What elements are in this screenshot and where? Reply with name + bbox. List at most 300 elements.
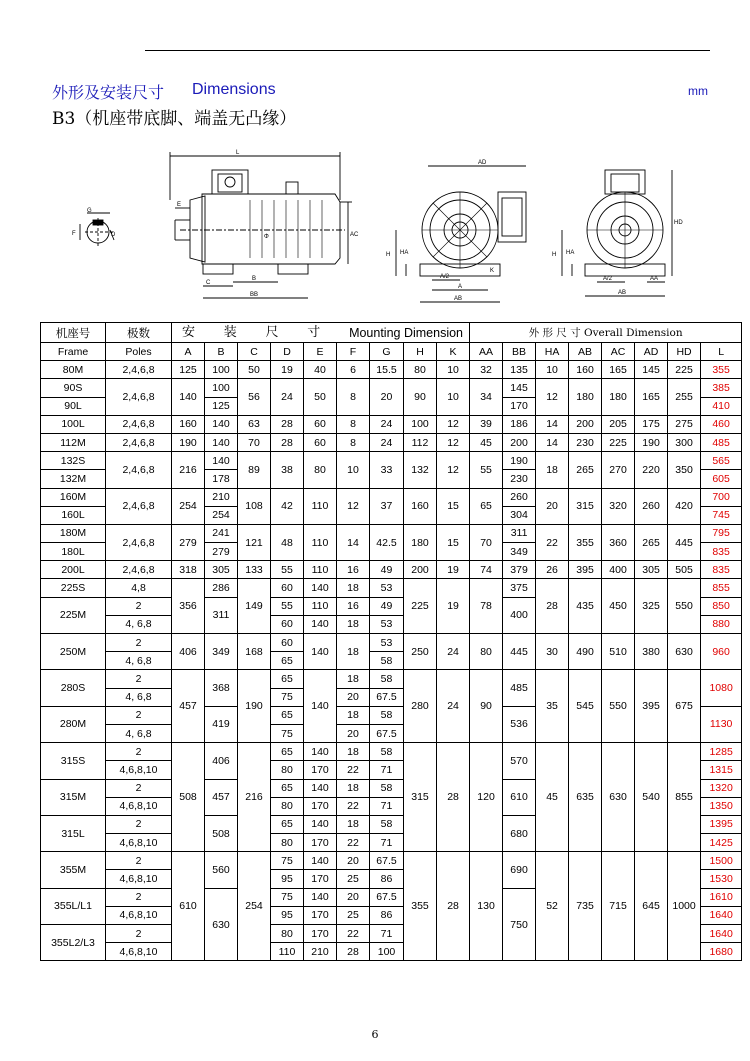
table-cell: 450: [602, 579, 635, 634]
table-cell: 18: [337, 706, 370, 724]
table-cell: 67.5: [370, 888, 404, 906]
table-cell: 275: [668, 415, 701, 433]
col-HD: HD: [668, 343, 701, 361]
table-cell: 210: [205, 488, 238, 506]
table-cell: 140: [304, 634, 337, 670]
table-cell: 140: [205, 433, 238, 451]
table-cell: 180: [404, 524, 437, 560]
table-cell: 24: [271, 379, 304, 415]
table-cell: 67.5: [370, 852, 404, 870]
table-cell: 680: [503, 815, 536, 851]
table-cell: 180: [569, 379, 602, 415]
table-cell: 52: [536, 852, 569, 961]
table-cell: 10: [437, 379, 470, 415]
table-cell: 160: [404, 488, 437, 524]
table-cell: 420: [668, 488, 701, 524]
table-cell: 368: [205, 670, 238, 706]
label-F: F: [72, 231, 76, 237]
table-cell: 89: [238, 452, 271, 488]
table-cell: 1610: [701, 888, 742, 906]
table-cell: 140: [304, 852, 337, 870]
table-cell: 71: [370, 834, 404, 852]
table-cell: 110: [304, 488, 337, 524]
table-cell: 168: [238, 634, 271, 670]
table-cell: 86: [370, 906, 404, 924]
table-cell: 200: [503, 433, 536, 451]
table-cell: 835: [701, 543, 742, 561]
table-cell: 1350: [701, 797, 742, 815]
table-cell: 160: [569, 361, 602, 379]
table-cell: 140: [304, 743, 337, 761]
table-cell: 65: [470, 488, 503, 524]
table-cell: 250M: [41, 634, 106, 670]
table-cell: 90: [470, 670, 503, 743]
table-cell: 56: [238, 379, 271, 415]
table-cell: 675: [668, 670, 701, 743]
table-cell: 80M: [41, 361, 106, 379]
table-cell: 850: [701, 597, 742, 615]
table-cell: 690: [503, 852, 536, 888]
table-cell: 120: [470, 743, 503, 852]
table-cell: 2: [106, 888, 172, 906]
table-cell: 265: [635, 524, 668, 560]
table-cell: 58: [370, 706, 404, 724]
table-cell: 395: [635, 670, 668, 743]
table-cell: 22: [536, 524, 569, 560]
table-cell: 2: [106, 670, 172, 688]
table-cell: 67.5: [370, 724, 404, 742]
table-cell: 80: [271, 925, 304, 943]
table-cell: 2: [106, 597, 172, 615]
table-cell: 125: [172, 361, 205, 379]
table-cell: 70: [238, 433, 271, 451]
table-cell: 315S: [41, 743, 106, 779]
table-cell: 132S: [41, 452, 106, 470]
table-cell: 356: [172, 579, 205, 634]
table-cell: 18: [337, 779, 370, 797]
table-cell: 550: [602, 670, 635, 743]
table-cell: 4,6,8,10: [106, 834, 172, 852]
table-cell: 1080: [701, 670, 742, 706]
table-cell: 1395: [701, 815, 742, 833]
table-cell: 225: [602, 433, 635, 451]
table-cell: 135: [503, 361, 536, 379]
col-F: F: [337, 343, 370, 361]
table-cell: 355L2/L3: [41, 925, 106, 961]
table-cell: 10: [437, 361, 470, 379]
header-frame-zh: 机座号: [41, 323, 106, 343]
table-cell: 50: [238, 361, 271, 379]
table-cell: 8: [337, 379, 370, 415]
table-cell: 286: [205, 579, 238, 597]
table-cell: 55: [271, 561, 304, 579]
col-H: H: [404, 343, 437, 361]
table-cell: 1640: [701, 906, 742, 924]
table-cell: 178: [205, 470, 238, 488]
table-cell: 121: [238, 524, 271, 560]
table-cell: 60: [271, 579, 304, 597]
table-cell: 95: [271, 906, 304, 924]
table-cell: 14: [337, 524, 370, 560]
table-cell: 28: [536, 579, 569, 634]
table-cell: 22: [337, 925, 370, 943]
table-cell: 260: [635, 488, 668, 524]
table-body: [41, 323, 742, 961]
table-cell: 75: [271, 852, 304, 870]
table-cell: 19: [271, 361, 304, 379]
mounting-zh-3: 尺: [265, 324, 279, 340]
table-cell: 20: [536, 488, 569, 524]
table-cell: 58: [370, 815, 404, 833]
table-cell: 160M: [41, 488, 106, 506]
table-cell: 1425: [701, 834, 742, 852]
table-cell: 20: [370, 379, 404, 415]
col-B: B: [205, 343, 238, 361]
table-cell: 75: [271, 724, 304, 742]
table-cell: 49: [370, 561, 404, 579]
table-cell: 65: [271, 652, 304, 670]
table-cell: 355: [404, 852, 437, 961]
table-cell: 100: [370, 943, 404, 961]
table-cell: 2: [106, 815, 172, 833]
table-cell: 80: [271, 761, 304, 779]
table-cell: 510: [602, 634, 635, 670]
table-cell: 4,8: [106, 579, 172, 597]
label-HA-2: HA: [566, 250, 575, 256]
table-cell: 145: [635, 361, 668, 379]
table-cell: 190: [238, 670, 271, 743]
label-H-1: H: [386, 252, 391, 258]
table-cell: 630: [668, 634, 701, 670]
table-cell: 18: [337, 634, 370, 670]
table-cell: 86: [370, 870, 404, 888]
table-cell: 140: [304, 579, 337, 597]
table-cell: 65: [271, 779, 304, 797]
table-cell: 380: [635, 634, 668, 670]
col-D: D: [271, 343, 304, 361]
table-cell: 170: [503, 397, 536, 415]
label-A2-1: A/2: [440, 274, 450, 280]
col-G: G: [370, 343, 404, 361]
label-phi: Φ: [264, 234, 269, 240]
table-cell: 508: [205, 815, 238, 851]
table-cell: 30: [536, 634, 569, 670]
table-cell: 175: [635, 415, 668, 433]
col-E: E: [304, 343, 337, 361]
table-cell: 20: [337, 724, 370, 742]
table-cell: 305: [205, 561, 238, 579]
table-cell: 2: [106, 925, 172, 943]
table-cell: 457: [172, 670, 205, 743]
label-HD: HD: [674, 220, 683, 226]
table-cell: 186: [503, 415, 536, 433]
table-cell: 160L: [41, 506, 106, 524]
table-row: [41, 415, 742, 433]
table-cell: 60: [304, 433, 337, 451]
table-cell: 28: [271, 433, 304, 451]
table-cell: 38: [271, 452, 304, 488]
table-cell: 75: [271, 888, 304, 906]
table-cell: 80: [470, 634, 503, 670]
dimension-drawings: [40, 140, 720, 320]
mounting-zh-2: 装: [223, 324, 237, 340]
header-frame-en: Frame: [41, 343, 106, 361]
table-cell: 18: [337, 815, 370, 833]
table-cell: 485: [503, 670, 536, 706]
table-cell: 12: [437, 415, 470, 433]
table-cell: 25: [337, 870, 370, 888]
table-cell: 545: [569, 670, 602, 743]
table-cell: 140: [304, 888, 337, 906]
table-cell: 165: [635, 379, 668, 415]
table-cell: 55: [470, 452, 503, 488]
table-cell: 112M: [41, 433, 106, 451]
table-cell: 90: [404, 379, 437, 415]
table-cell: 37: [370, 488, 404, 524]
label-HA-1: HA: [400, 250, 409, 256]
table-cell: 750: [503, 888, 536, 961]
table-cell: 58: [370, 743, 404, 761]
table-cell: 490: [569, 634, 602, 670]
table-cell: 570: [503, 743, 536, 779]
table-cell: 200: [569, 415, 602, 433]
table-cell: 406: [205, 743, 238, 779]
table-cell: 355: [701, 361, 742, 379]
table-cell: 65: [271, 743, 304, 761]
label-G: G: [87, 208, 92, 214]
label-B: B: [252, 276, 257, 282]
table-cell: 4,6,8,10: [106, 870, 172, 888]
table-cell: 2,4,6,8: [106, 452, 172, 488]
table-cell: 349: [503, 543, 536, 561]
table-cell: 80: [304, 452, 337, 488]
table-cell: 406: [172, 634, 205, 670]
label-AB-1: AB: [454, 296, 463, 302]
table-cell: 735: [569, 852, 602, 961]
table-cell: 24: [370, 433, 404, 451]
table-cell: 170: [304, 834, 337, 852]
table-cell: 50: [304, 379, 337, 415]
side-view-drawing: [170, 150, 359, 298]
table-cell: 180L: [41, 543, 106, 561]
table-cell: 379: [503, 561, 536, 579]
table-cell: 34: [470, 379, 503, 415]
table-cell: 14: [536, 433, 569, 451]
table-cell: 2: [106, 706, 172, 724]
table-cell: 445: [668, 524, 701, 560]
table-cell: 12: [337, 488, 370, 524]
table-row: [41, 579, 742, 597]
table-row: [41, 433, 742, 451]
table-cell: 110: [304, 524, 337, 560]
mounting-en: Mounting Dimension: [349, 325, 464, 340]
table-cell: 110: [304, 597, 337, 615]
table-row: [41, 743, 742, 761]
table-cell: 60: [271, 634, 304, 652]
table-cell: 130: [470, 852, 503, 961]
table-cell: 80: [404, 361, 437, 379]
label-C: C: [206, 280, 211, 286]
table-cell: 1315: [701, 761, 742, 779]
table-cell: 133: [238, 561, 271, 579]
table-cell: 445: [503, 634, 536, 670]
table-cell: 200L: [41, 561, 106, 579]
table-cell: 200: [404, 561, 437, 579]
table-cell: 485: [701, 433, 742, 451]
table-cell: 80: [271, 797, 304, 815]
table-cell: 24: [437, 670, 470, 743]
table-row: [41, 634, 742, 652]
table-cell: 18: [337, 579, 370, 597]
table-cell: 260: [503, 488, 536, 506]
table-cell: 170: [304, 870, 337, 888]
table-cell: 835: [701, 561, 742, 579]
table-cell: 315: [569, 488, 602, 524]
mounting-zh-1: 安: [182, 324, 196, 340]
table-cell: 315: [404, 743, 437, 852]
table-cell: 395: [569, 561, 602, 579]
table-cell: 45: [470, 433, 503, 451]
header-poles-zh: 极数: [106, 323, 172, 343]
table-cell: 39: [470, 415, 503, 433]
label-AA: AA: [650, 276, 659, 282]
table-cell: 58: [370, 652, 404, 670]
table-cell: 280: [404, 670, 437, 743]
table-cell: 385: [701, 379, 742, 397]
table-cell: 170: [304, 761, 337, 779]
table-cell: 4, 6,8: [106, 615, 172, 633]
table-cell: 630: [205, 888, 238, 961]
table-cell: 26: [536, 561, 569, 579]
table-cell: 460: [701, 415, 742, 433]
table-cell: 2,4,6,8: [106, 561, 172, 579]
table-cell: 435: [569, 579, 602, 634]
table-cell: 75: [271, 688, 304, 706]
table-cell: 60: [304, 415, 337, 433]
table-cell: 53: [370, 615, 404, 633]
table-cell: 170: [304, 906, 337, 924]
table-cell: 65: [271, 670, 304, 688]
table-cell: 25: [337, 906, 370, 924]
table-cell: 254: [238, 852, 271, 961]
table-cell: 67.5: [370, 688, 404, 706]
col-K: K: [437, 343, 470, 361]
table-cell: 225: [404, 579, 437, 634]
header-poles-en: Poles: [106, 343, 172, 361]
table-cell: 225: [668, 361, 701, 379]
table-cell: 132M: [41, 470, 106, 488]
table-cell: 2: [106, 634, 172, 652]
table-row: [41, 524, 742, 542]
table-cell: 645: [635, 852, 668, 961]
table-cell: 279: [172, 524, 205, 560]
label-A-1: A: [458, 284, 463, 290]
table-cell: 18: [337, 615, 370, 633]
table-cell: 28: [437, 852, 470, 961]
table-cell: 1640: [701, 925, 742, 943]
table-cell: 635: [569, 743, 602, 852]
table-row: [41, 561, 742, 579]
table-cell: 140: [205, 415, 238, 433]
table-cell: 140: [304, 815, 337, 833]
table-cell: 4,6,8,10: [106, 761, 172, 779]
table-cell: 265: [569, 452, 602, 488]
table-cell: 610: [172, 852, 205, 961]
table-cell: 170: [304, 925, 337, 943]
table-cell: 855: [701, 579, 742, 597]
table-cell: 20: [337, 688, 370, 706]
table-cell: 70: [470, 524, 503, 560]
table-cell: 311: [205, 597, 238, 633]
unit-label: mm: [688, 84, 708, 98]
table-cell: 10: [536, 361, 569, 379]
table-cell: 24: [370, 415, 404, 433]
table-cell: 305: [635, 561, 668, 579]
table-cell: 270: [602, 452, 635, 488]
table-cell: 375: [503, 579, 536, 597]
table-cell: 350: [668, 452, 701, 488]
table-cell: 318: [172, 561, 205, 579]
table-cell: 42.5: [370, 524, 404, 560]
table-cell: 700: [701, 488, 742, 506]
table-cell: 8: [337, 415, 370, 433]
table-cell: 35: [536, 670, 569, 743]
table-cell: 100: [205, 361, 238, 379]
table-cell: 4,6,8,10: [106, 797, 172, 815]
section-title-en: Dimensions: [192, 81, 276, 98]
table-cell: 630: [602, 743, 635, 852]
col-C: C: [238, 343, 271, 361]
table-cell: 32: [470, 361, 503, 379]
table-cell: 12: [437, 433, 470, 451]
table-cell: 505: [668, 561, 701, 579]
table-cell: 12: [437, 452, 470, 488]
header-row-2: [41, 343, 742, 361]
label-K: K: [490, 268, 495, 274]
table-cell: 15: [437, 524, 470, 560]
table-cell: 225S: [41, 579, 106, 597]
table-cell: 1320: [701, 779, 742, 797]
table-cell: 255: [668, 379, 701, 415]
table-cell: 225M: [41, 597, 106, 633]
table-cell: 419: [205, 706, 238, 742]
table-cell: 12: [536, 379, 569, 415]
table-cell: 140: [304, 615, 337, 633]
table-cell: 24: [437, 634, 470, 670]
table-cell: 165: [602, 361, 635, 379]
table-cell: 78: [470, 579, 503, 634]
table-cell: 33: [370, 452, 404, 488]
table-cell: 855: [668, 743, 701, 852]
table-cell: 16: [337, 597, 370, 615]
table-cell: 18: [536, 452, 569, 488]
table-cell: 540: [635, 743, 668, 852]
table-cell: 160: [172, 415, 205, 433]
table-cell: 4,6,8,10: [106, 943, 172, 961]
col-A: A: [172, 343, 205, 361]
table-cell: 14: [536, 415, 569, 433]
table-cell: 145: [503, 379, 536, 397]
table-cell: 2,4,6,8: [106, 524, 172, 560]
table-cell: 250: [404, 634, 437, 670]
table-cell: 60: [271, 615, 304, 633]
table-cell: 49: [370, 597, 404, 615]
table-cell: 22: [337, 797, 370, 815]
table-cell: 2,4,6,8: [106, 415, 172, 433]
table-row: [41, 488, 742, 506]
table-cell: 108: [238, 488, 271, 524]
table-cell: 170: [304, 797, 337, 815]
